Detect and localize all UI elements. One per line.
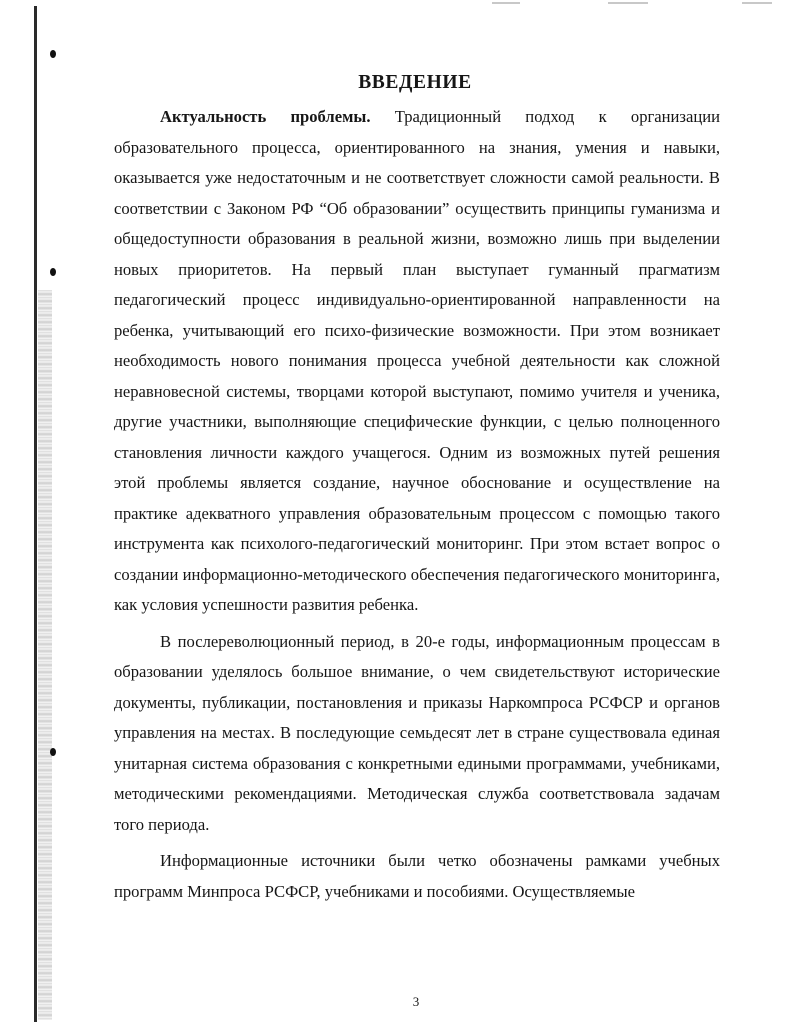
- paragraph-2: В послереволюционный период, в 20-е годы, информационным процессам в образовании уделялось большое внимание, о чем свидетельствуют исторические документы, публикации, постановления и приказы Наркомпроса РСФСР и органов управления на местах. В последующие семьдесят лет в стране существовала единая унитарная система образования с конкретными едиными программами, учебниками, методическими рекомендациями. Методическая служба соответствовала задачам того периода.: [114, 631, 720, 834]
- punch-hole-mark: [50, 748, 56, 756]
- page-title: ВВЕДЕНИЕ: [358, 72, 472, 93]
- binding-edge: [34, 6, 37, 1022]
- lead-heading: Актуальность проблемы.: [160, 107, 371, 126]
- paragraph-1-text: Традиционный подход к организации образовательного процесса, ориентированного на знания, умения и навыки, оказывается уже недостаточным и не соответствует сложности самой реальности. В соответствии с Законом РФ “Об образовании” осуществить принципы гуманизма и общедоступности образования в реальной жизни, возможно лишь при выделении новых приоритетов. На первый план выступает гуманный прагматизм педагогический процесс индивидуально-ориентированной направленности на ребенка, учитывающий его психо-физические возможности. При этом возникает необходимость нового понимания процесса учебной деятельности как сложной неравновесной системы, творцами которой выступают, помимо учителя и ученика, другие участники, выполняющие специфические функции, с целью полноценного становления личности каждого учащегося. Одним из возможных путей решения этой проблемы является создание, научное обоснование и осуществление на практике адекватного управления образовательным процессом с помощью такого инструмента как психолого-педагогический мониторинг. При этом встает вопрос о создании информационно-методического обеспечения педагогического мониторинга, как условия успешности развития ребенка.: [114, 107, 720, 614]
- scan-artifact: [492, 2, 520, 4]
- document-body: [114, 102, 720, 907]
- page-number: 3: [412, 994, 420, 1009]
- scan-binding-shadow: [38, 290, 52, 1020]
- scan-artifact: [608, 2, 648, 4]
- paragraph-3: Информационные источники были четко обозначены рамками учебных программ Минпроса РСФСР, учебниками и пособиями. Осуществляемые: [114, 851, 720, 901]
- punch-hole-mark: [50, 50, 56, 58]
- scan-artifact: [742, 2, 772, 4]
- paragraph-1: [114, 102, 720, 621]
- punch-hole-mark: [50, 268, 56, 276]
